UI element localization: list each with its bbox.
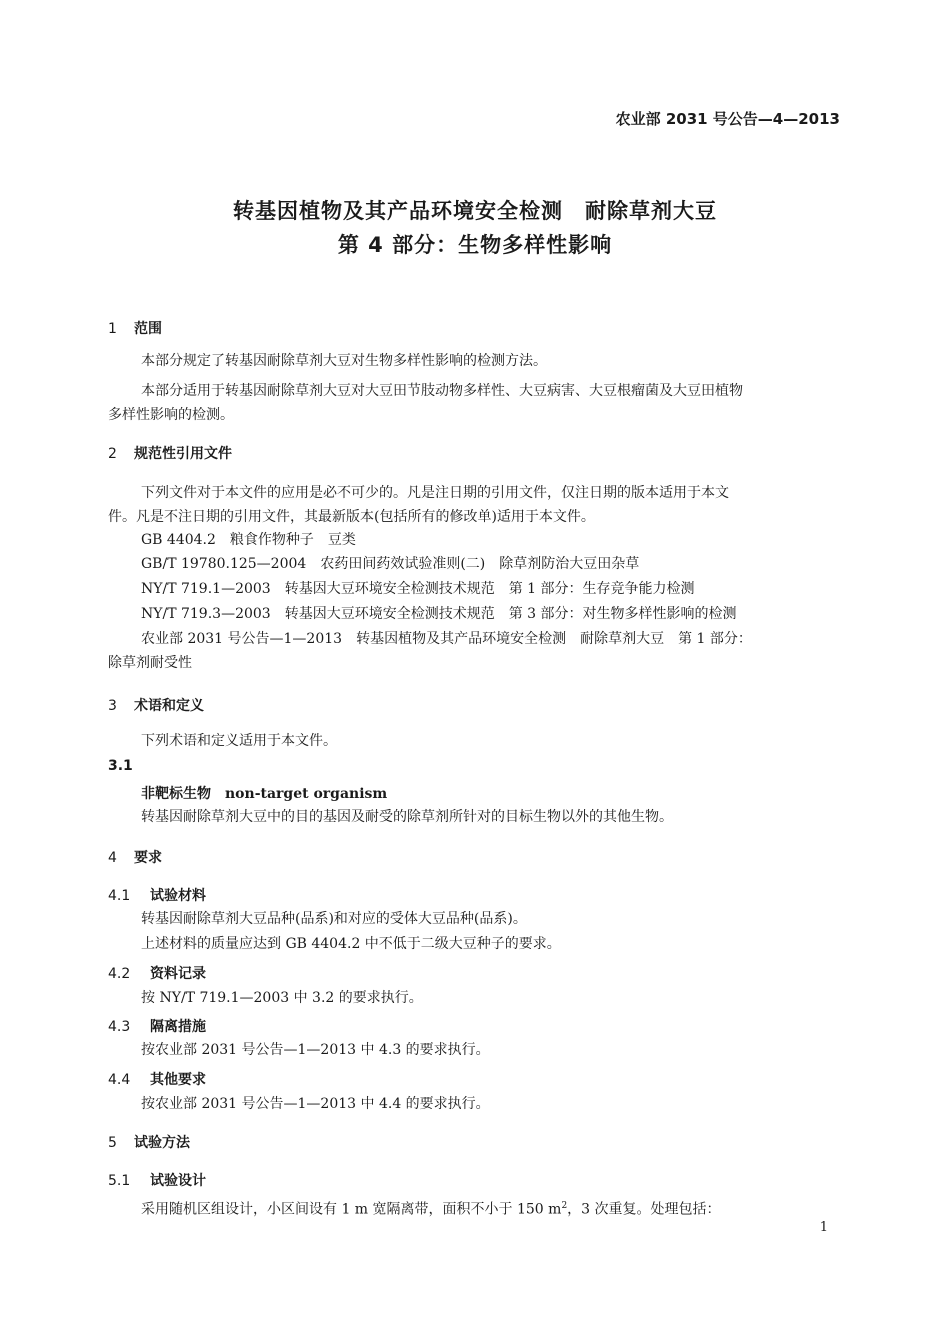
superscript: 2 bbox=[561, 1201, 568, 1211]
subsection-3-1-number: 3.1 bbox=[108, 758, 133, 774]
page-number: 1 bbox=[819, 1220, 828, 1235]
subsection-title: 试验设计 bbox=[150, 1173, 206, 1189]
section-number: 2 bbox=[108, 446, 117, 462]
subsection-4-4-paragraph: 按农业部 2031 号公告—1—2013 中 4.4 的要求执行。 bbox=[141, 1096, 490, 1112]
subsection-number: 5.1 bbox=[108, 1173, 131, 1189]
section-title: 规范性引用文件 bbox=[134, 446, 232, 462]
section-number: 3 bbox=[108, 698, 117, 714]
reference-item: NY/T 719.1—2003 转基因大豆环境安全检测技术规范 第 1 部分：生存竞争能力检测 bbox=[141, 581, 695, 597]
reference-item: GB/T 19780.125—2004 农药田间药效试验准则(二) 除草剂防治大豆田杂草 bbox=[141, 556, 640, 572]
term-definition: 转基因耐除草剂大豆中的目的基因及耐受的除草剂所针对的目标生物以外的其他生物。 bbox=[141, 809, 673, 825]
section-2-paragraph-cont: 件。凡是不注日期的引用文件，其最新版本(包括所有的修改单)适用于本文件。 bbox=[108, 509, 595, 525]
document-title-line2: 第 4 部分：生物多样性影响 bbox=[337, 233, 613, 257]
term-english: non-target organism bbox=[225, 786, 388, 802]
subsection-title: 试验材料 bbox=[150, 888, 206, 904]
subsection-title: 资料记录 bbox=[150, 966, 206, 982]
section-title: 试验方法 bbox=[134, 1135, 190, 1151]
subsection-4-3-paragraph: 按农业部 2031 号公告—1—2013 中 4.3 的要求执行。 bbox=[141, 1042, 490, 1058]
reference-item: NY/T 719.3—2003 转基因大豆环境安全检测技术规范 第 3 部分：对生物多样性影响的检测 bbox=[141, 606, 737, 622]
section-1-paragraph-1: 本部分规定了转基因耐除草剂大豆对生物多样性影响的检测方法。 bbox=[141, 353, 547, 369]
subsection-number: 4.2 bbox=[108, 966, 131, 982]
section-3-heading bbox=[108, 695, 204, 715]
subsection-number: 4.3 bbox=[108, 1019, 131, 1035]
section-5-heading bbox=[108, 1132, 190, 1152]
subsection-title: 隔离措施 bbox=[150, 1019, 206, 1035]
section-number: 1 bbox=[108, 321, 117, 337]
subsection-4-2-paragraph: 按 NY/T 719.1—2003 中 3.2 的要求执行。 bbox=[141, 990, 423, 1006]
section-title: 范围 bbox=[134, 321, 162, 337]
reference-item: GB 4404.2 粮食作物种子 豆类 bbox=[141, 532, 356, 548]
term-chinese: 非靶标生物 bbox=[141, 786, 211, 802]
subsection-4-1-paragraph-1: 转基因耐除草剂大豆品种(品系)和对应的受体大豆品种(品系)。 bbox=[141, 911, 527, 927]
subsection-5-1-paragraph bbox=[108, 1194, 873, 1222]
subsection-title: 其他要求 bbox=[150, 1072, 206, 1088]
standard-code: 农业部 2031 号公告—4—2013 bbox=[615, 110, 840, 128]
section-title: 要求 bbox=[134, 850, 162, 866]
section-number: 4 bbox=[108, 850, 117, 866]
term-entry bbox=[141, 783, 387, 803]
section-2-paragraph: 下列文件对于本文件的应用是必不可少的。凡是注日期的引用文件，仅注日期的版本适用于本文 bbox=[141, 485, 729, 501]
reference-item-cont: 除草剂耐受性 bbox=[108, 655, 192, 671]
subsection-4-2-heading bbox=[108, 963, 206, 983]
section-1-paragraph-2: 本部分适用于转基因耐除草剂大豆对大豆田节肢动物多样性、大豆病害、大豆根瘤菌及大豆田植物 bbox=[141, 383, 743, 399]
subsection-number: 4.4 bbox=[108, 1072, 131, 1088]
paragraph-text-cont: ，3 次重复。处理包括： bbox=[567, 1201, 721, 1218]
section-3-paragraph: 下列术语和定义适用于本文件。 bbox=[141, 733, 337, 749]
subsection-4-1-heading bbox=[108, 885, 206, 905]
subsection-5-1-heading bbox=[108, 1170, 206, 1190]
section-1-paragraph-2-cont: 多样性影响的检测。 bbox=[108, 407, 234, 423]
paragraph-text: 采用随机区组设计，小区间设有 1 m 宽隔离带，面积不小于 150 m bbox=[141, 1201, 562, 1218]
subsection-4-3-heading bbox=[108, 1016, 206, 1036]
subsection-4-1-paragraph-2: 上述材料的质量应达到 GB 4404.2 中不低于二级大豆种子的要求。 bbox=[141, 936, 561, 952]
section-title: 术语和定义 bbox=[134, 698, 204, 714]
document-title-line1: 转基因植物及其产品环境安全检测 耐除草剂大豆 bbox=[233, 199, 717, 223]
section-number: 5 bbox=[108, 1135, 117, 1151]
section-4-heading bbox=[108, 847, 162, 867]
subsection-number: 4.1 bbox=[108, 888, 131, 904]
subsection-4-4-heading bbox=[108, 1069, 206, 1089]
section-1-heading bbox=[108, 318, 162, 338]
section-2-heading bbox=[108, 443, 232, 463]
reference-item: 农业部 2031 号公告—1—2013 转基因植物及其产品环境安全检测 耐除草剂大豆 第 1 部分： bbox=[141, 631, 752, 647]
